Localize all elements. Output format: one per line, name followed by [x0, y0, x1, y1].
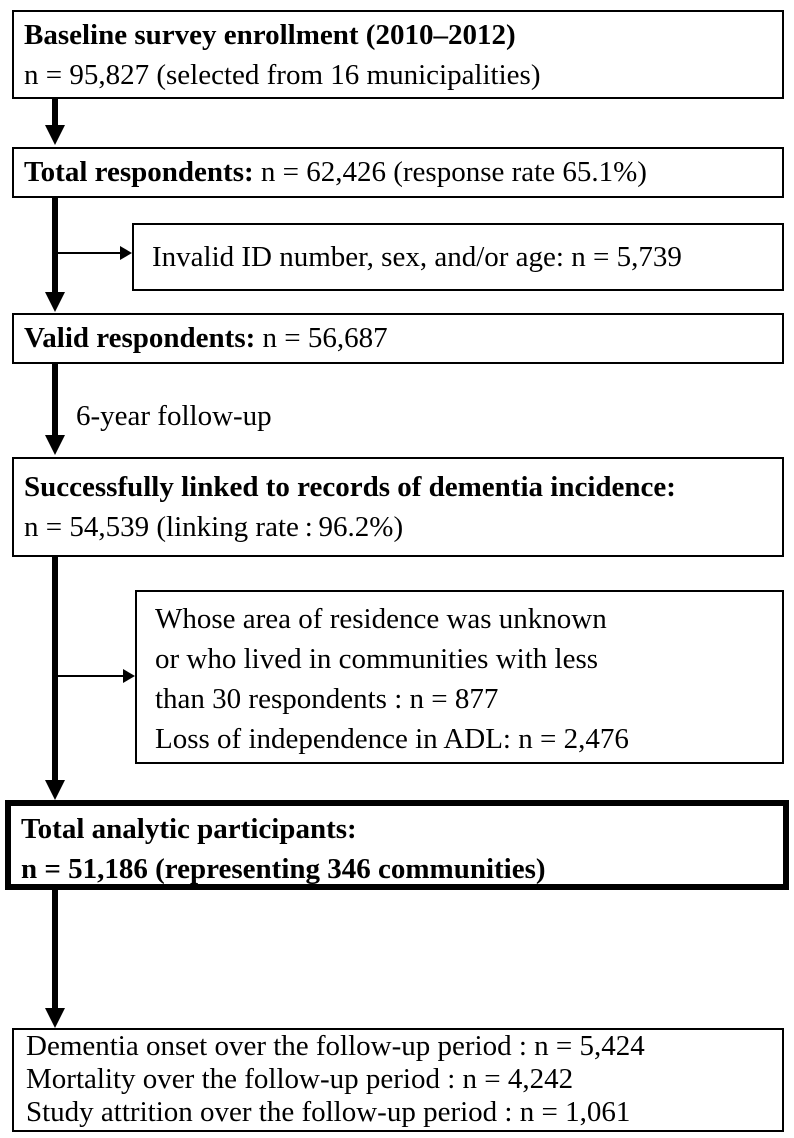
arrowhead-branch-invalid: [120, 246, 132, 260]
outcome-dementia-onset: Dementia onset over the follow-up period : n = 5,424: [26, 1030, 645, 1062]
valid-respondents-text: [24, 318, 772, 358]
total-respondents-box: [12, 147, 784, 198]
excluded-line-4: Loss of independence in ADL: n = 2,476: [155, 723, 629, 755]
baseline-count: n = 95,827 (selected from 16 municipalities): [24, 59, 541, 91]
excluded-line-3: than 30 respondents : n = 877: [155, 683, 499, 715]
invalid-exclusion-box: [132, 223, 784, 291]
analytic-participants-title: Total analytic participants:: [21, 813, 357, 845]
linked-records-box: [12, 457, 784, 557]
arrowhead-baseline-to-total: [45, 125, 65, 145]
baseline-title: Baseline survey enrollment (2010–2012): [24, 19, 516, 51]
valid-respondents-value: n = 56,687: [255, 322, 388, 354]
arrowhead-linked-to-analytic: [45, 780, 65, 800]
linked-records-count: n = 54,539 (linking rate : 96.2%): [24, 511, 404, 543]
baseline-enrollment-box: [12, 10, 784, 99]
total-respondents-label: Total respondents:: [24, 156, 254, 188]
valid-respondents-label: Valid respondents:: [24, 322, 256, 354]
arrowhead-valid-to-linked: [45, 435, 65, 455]
follow-up-label: 6-year follow-up: [76, 400, 272, 432]
linked-records-title: Successfully linked to records of dementia incidence:: [24, 471, 676, 503]
arrowhead-analytic-to-outcomes: [45, 1008, 65, 1028]
total-respondents-text: [24, 152, 772, 192]
excluded-line-1: Whose area of residence was unknown: [155, 603, 607, 635]
analytic-participants-count: n = 51,186 (representing 346 communities): [21, 853, 546, 885]
outcomes-box: [12, 1028, 784, 1132]
arrowhead-branch-excluded: [123, 669, 135, 683]
excluded-line-2: or who lived in communities with less: [155, 643, 599, 675]
valid-respondents-box: [12, 313, 784, 364]
excluded-box: [135, 590, 784, 764]
outcome-attrition: Study attrition over the follow-up period : n = 1,061: [26, 1096, 631, 1128]
analytic-participants-box: [5, 800, 789, 890]
total-respondents-value: n = 62,426 (response rate 65.1%): [253, 156, 647, 188]
arrowhead-total-to-valid: [45, 292, 65, 312]
invalid-exclusion-text: Invalid ID number, sex, and/or age: n = 5,739: [152, 241, 682, 273]
outcome-mortality: Mortality over the follow-up period : n = 4,242: [26, 1063, 574, 1095]
